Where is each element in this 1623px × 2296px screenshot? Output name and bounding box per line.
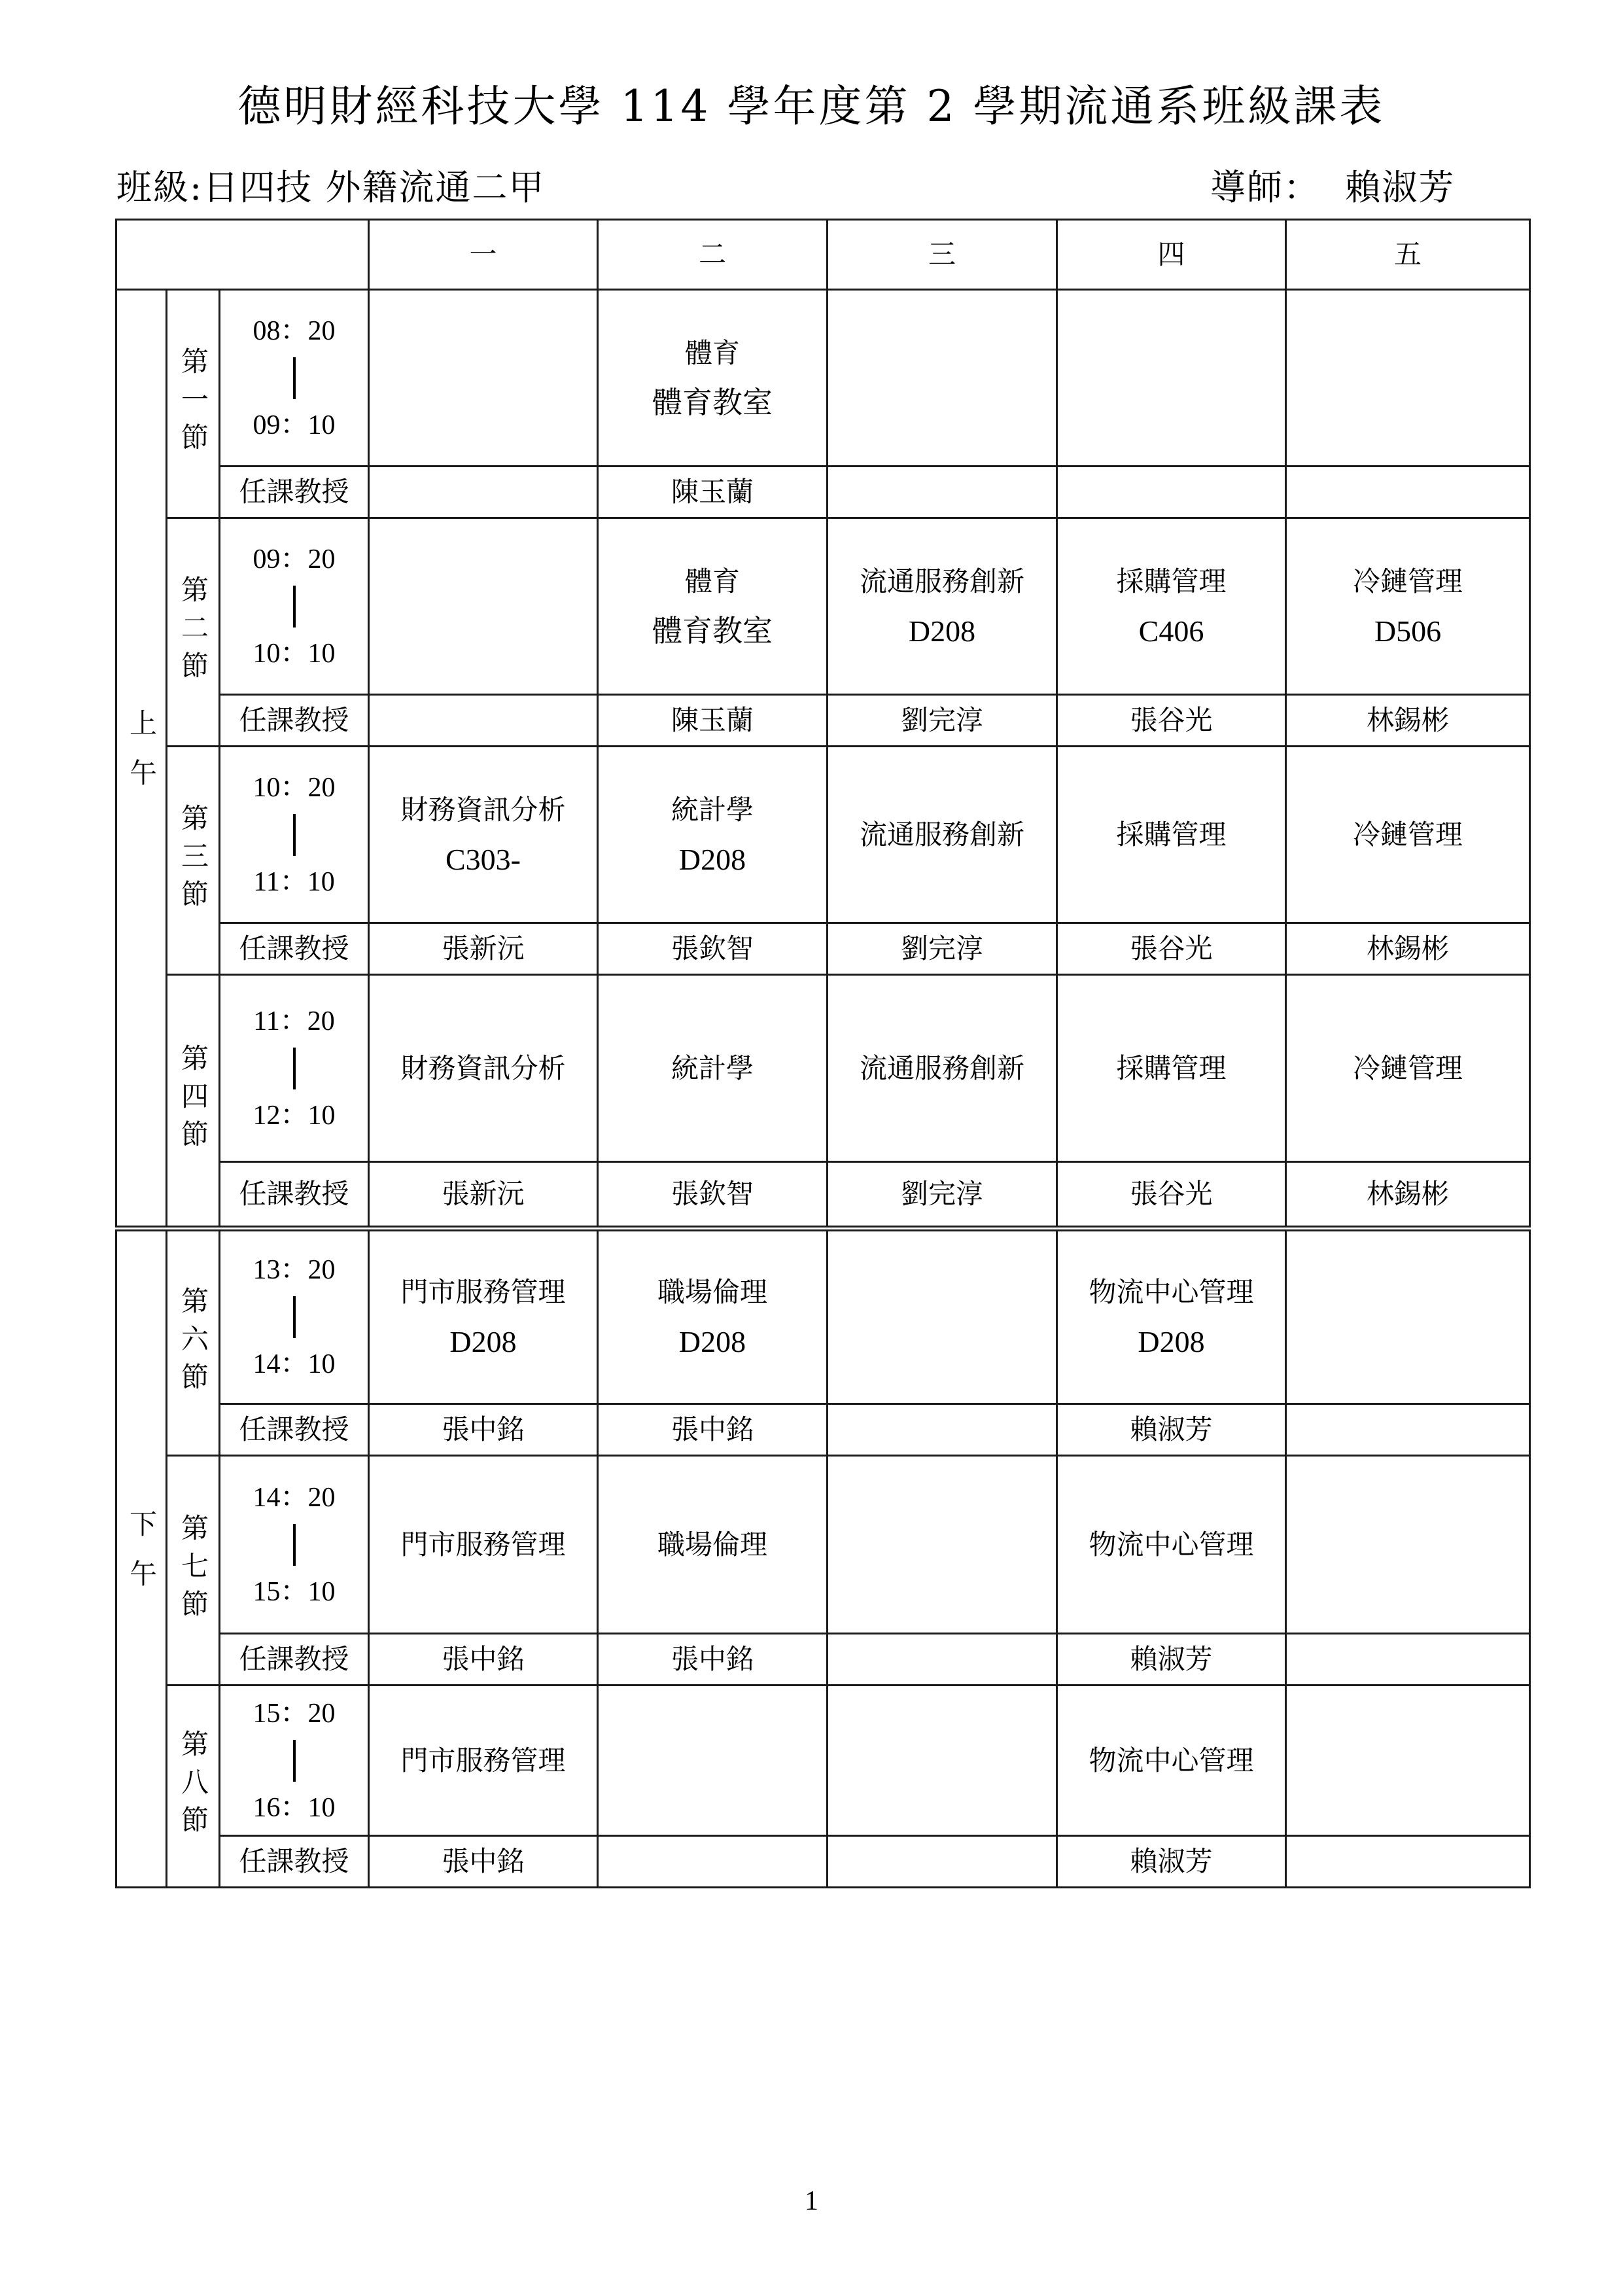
teacher-name	[828, 1836, 1057, 1888]
period-label-text: 第二節	[177, 575, 209, 689]
time-range-bar	[293, 1296, 296, 1338]
room-code: D208	[1138, 1325, 1205, 1358]
period-row	[116, 290, 1530, 467]
course-name: 物流中心管理	[1089, 1528, 1254, 1561]
teacher-name	[1286, 1836, 1530, 1888]
teacher-name	[828, 1634, 1057, 1686]
course-cell	[828, 1686, 1057, 1836]
teacher-name: 張欽智	[598, 1162, 828, 1229]
tutor-label: 導師： 賴淑芳	[1210, 167, 1456, 208]
teacher-name: 張中銘	[369, 1404, 598, 1456]
course-cell	[598, 1229, 828, 1404]
period-label	[167, 518, 220, 747]
course-name: 流通服務創新	[859, 818, 1024, 851]
period-label	[167, 1229, 220, 1456]
start-time: 09：20	[253, 544, 336, 574]
period-label	[167, 290, 220, 518]
day-header-fri: 五	[1286, 220, 1530, 290]
course-cell	[598, 747, 828, 923]
day-header-thu: 四	[1057, 220, 1286, 290]
course-cell	[598, 1686, 828, 1836]
teacher-name: 張中銘	[369, 1634, 598, 1686]
teacher-name: 劉完淳	[828, 1162, 1057, 1229]
course-name: 門市服務管理	[400, 1276, 566, 1308]
teacher-name: 林錫彬	[1286, 923, 1530, 975]
period-time	[220, 975, 369, 1162]
course-name: 物流中心管理	[1089, 1276, 1254, 1308]
teacher-name: 張新沅	[369, 1162, 598, 1229]
corner-cell	[116, 220, 369, 290]
course-cell	[1286, 1229, 1530, 1404]
teacher-name: 張新沅	[369, 923, 598, 975]
end-time: 10：10	[253, 638, 336, 669]
period-time	[220, 518, 369, 695]
time-range-bar	[293, 586, 296, 627]
teacher-name: 張谷光	[1057, 695, 1286, 747]
teacher-name: 陳玉蘭	[598, 467, 828, 518]
teacher-name: 賴淑芳	[1057, 1404, 1286, 1456]
end-time: 12：10	[253, 1100, 336, 1131]
room-code: 體育教室	[652, 614, 773, 648]
course-cell	[1057, 1686, 1286, 1836]
period-row	[116, 747, 1530, 923]
course-cell	[828, 975, 1057, 1162]
room-code: D208	[678, 842, 746, 876]
course-name: 體育	[684, 336, 740, 369]
teacher-row	[116, 923, 1530, 975]
teacher-name: 林錫彬	[1286, 1162, 1530, 1229]
teacher-row-label: 任課教授	[220, 1404, 369, 1456]
time-range-bar	[293, 814, 296, 856]
period-row	[116, 975, 1530, 1162]
teacher-name: 張谷光	[1057, 923, 1286, 975]
schedule-table	[115, 219, 1531, 1888]
course-cell	[598, 1456, 828, 1634]
end-time: 14：10	[253, 1349, 336, 1379]
course-cell	[828, 1229, 1057, 1404]
course-cell	[1286, 290, 1530, 467]
room-code: D208	[449, 1325, 517, 1358]
course-cell	[1286, 975, 1530, 1162]
room-code: 體育教室	[652, 385, 773, 419]
teacher-name	[828, 467, 1057, 518]
teacher-row-label: 任課教授	[220, 923, 369, 975]
course-cell	[828, 747, 1057, 923]
teacher-name: 林錫彬	[1286, 695, 1530, 747]
period-label-text: 第三節	[177, 804, 209, 917]
period-row	[116, 1686, 1530, 1836]
period-row	[116, 1229, 1530, 1404]
teacher-row	[116, 695, 1530, 747]
course-name: 冷鏈管理	[1352, 1051, 1463, 1084]
day-header-row	[116, 220, 1530, 290]
teacher-name	[1057, 467, 1286, 518]
time-range-bar	[293, 357, 296, 399]
teacher-row-label: 任課教授	[220, 1836, 369, 1888]
half-day-text: 上午	[126, 708, 158, 808]
room-code: C303-	[445, 842, 521, 876]
teacher-name	[1286, 1404, 1530, 1456]
course-cell	[1057, 1456, 1286, 1634]
period-label	[167, 975, 220, 1229]
course-cell	[369, 518, 598, 695]
teacher-name: 張中銘	[598, 1634, 828, 1686]
course-cell	[369, 1686, 598, 1836]
period-time	[220, 747, 369, 923]
course-cell	[369, 747, 598, 923]
period-time	[220, 1456, 369, 1634]
half-day-text: 下午	[126, 1509, 158, 1609]
teacher-row-label: 任課教授	[220, 1162, 369, 1229]
course-name: 統計學	[671, 793, 754, 826]
teacher-row	[116, 1634, 1530, 1686]
teacher-name: 張中銘	[369, 1836, 598, 1888]
course-name: 體育	[684, 565, 740, 597]
course-cell	[828, 518, 1057, 695]
course-cell	[598, 290, 828, 467]
teacher-row-label: 任課教授	[220, 695, 369, 747]
start-time: 08：20	[253, 315, 336, 346]
course-name: 職場倫理	[657, 1528, 767, 1561]
course-cell	[598, 975, 828, 1162]
start-time: 13：20	[253, 1255, 336, 1285]
course-name: 流通服務創新	[859, 565, 1024, 597]
teacher-row-label: 任課教授	[220, 467, 369, 518]
teacher-name: 陳玉蘭	[598, 695, 828, 747]
teacher-row	[116, 1836, 1530, 1888]
period-label	[167, 747, 220, 975]
time-range-bar	[293, 1740, 296, 1782]
room-code: C406	[1138, 614, 1204, 648]
course-cell	[1286, 747, 1530, 923]
course-cell	[1286, 518, 1530, 695]
teacher-name: 賴淑芳	[1057, 1836, 1286, 1888]
period-label	[167, 1456, 220, 1686]
course-cell	[369, 1229, 598, 1404]
course-cell	[1057, 290, 1286, 467]
teacher-name	[369, 695, 598, 747]
course-cell	[1057, 1229, 1286, 1404]
teacher-name: 張中銘	[598, 1404, 828, 1456]
course-name: 職場倫理	[657, 1276, 767, 1308]
period-time	[220, 1686, 369, 1836]
teacher-name	[1286, 467, 1530, 518]
teacher-name: 劉完淳	[828, 695, 1057, 747]
course-name: 財務資訊分析	[400, 793, 566, 826]
course-cell	[1286, 1456, 1530, 1634]
course-cell	[1057, 518, 1286, 695]
period-label-text: 第一節	[177, 347, 209, 461]
half-day-label	[116, 1229, 167, 1888]
course-name: 採購管理	[1116, 1051, 1227, 1084]
course-name: 冷鏈管理	[1352, 818, 1463, 851]
period-time	[220, 1229, 369, 1404]
course-cell	[1057, 747, 1286, 923]
course-cell	[369, 975, 598, 1162]
period-label	[167, 1686, 220, 1888]
teacher-name: 張欽智	[598, 923, 828, 975]
start-time: 14：20	[253, 1482, 336, 1513]
course-name: 流通服務創新	[859, 1051, 1024, 1084]
teacher-row	[116, 467, 1530, 518]
half-day-label	[116, 290, 167, 1229]
room-code: D208	[678, 1325, 746, 1358]
teacher-name	[369, 467, 598, 518]
course-cell	[1057, 975, 1286, 1162]
teacher-row-label: 任課教授	[220, 1634, 369, 1686]
start-time: 10：20	[253, 772, 336, 803]
course-name: 採購管理	[1116, 565, 1227, 597]
day-header-tue: 二	[598, 220, 828, 290]
time-range-bar	[293, 1048, 296, 1089]
course-name: 物流中心管理	[1089, 1744, 1254, 1776]
end-time: 11：10	[253, 866, 335, 897]
course-name: 門市服務管理	[400, 1744, 566, 1776]
period-row	[116, 518, 1530, 695]
start-time: 11：20	[253, 1006, 335, 1036]
day-header-mon: 一	[369, 220, 598, 290]
teacher-name	[828, 1404, 1057, 1456]
day-header-wed: 三	[828, 220, 1057, 290]
course-cell	[828, 290, 1057, 467]
course-name: 冷鏈管理	[1352, 565, 1463, 597]
period-label-text: 第七節	[177, 1513, 209, 1627]
course-name: 財務資訊分析	[400, 1051, 566, 1084]
course-cell	[369, 290, 598, 467]
time-range-bar	[293, 1524, 296, 1566]
teacher-name	[1286, 1634, 1530, 1686]
teacher-name: 賴淑芳	[1057, 1634, 1286, 1686]
class-label: 班級:日四技 外籍流通二甲	[116, 167, 546, 208]
room-code: D208	[908, 614, 976, 648]
teacher-row	[116, 1404, 1530, 1456]
course-cell	[1286, 1686, 1530, 1836]
page-title: 德明財經科技大學 114 學年度第 2 學期流通系班級課表	[237, 81, 1386, 132]
period-row	[116, 1456, 1530, 1634]
room-code: D506	[1374, 614, 1442, 648]
end-time: 16：10	[253, 1792, 336, 1823]
course-cell	[828, 1456, 1057, 1634]
teacher-name	[598, 1836, 828, 1888]
course-name: 門市服務管理	[400, 1528, 566, 1561]
page-number: 1	[805, 2186, 818, 2216]
course-cell	[598, 518, 828, 695]
teacher-row	[116, 1162, 1530, 1229]
course-cell	[369, 1456, 598, 1634]
course-name: 統計學	[671, 1051, 754, 1084]
period-label-text: 第四節	[177, 1044, 209, 1157]
teacher-name: 劉完淳	[828, 923, 1057, 975]
period-label-text: 第六節	[177, 1286, 209, 1400]
period-label-text: 第八節	[177, 1729, 209, 1843]
start-time: 15：20	[253, 1698, 336, 1729]
end-time: 15：10	[253, 1576, 336, 1607]
teacher-name: 張谷光	[1057, 1162, 1286, 1229]
course-name: 採購管理	[1116, 818, 1227, 851]
period-time	[220, 290, 369, 467]
end-time: 09：10	[253, 410, 336, 440]
